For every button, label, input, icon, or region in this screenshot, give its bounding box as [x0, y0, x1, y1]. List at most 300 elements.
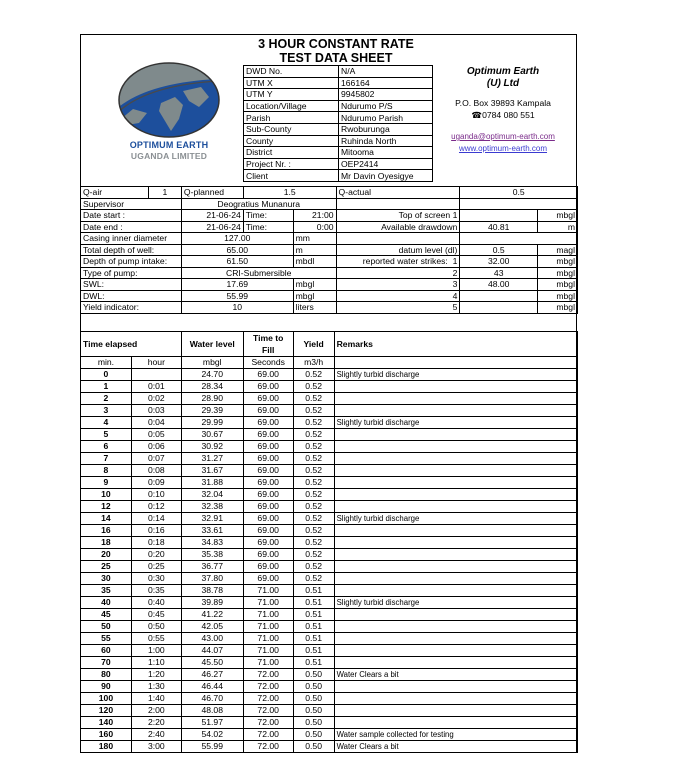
- cell-remarks: [334, 381, 577, 393]
- cell-min: 30: [81, 573, 132, 585]
- casing-row: [81, 233, 578, 245]
- parameters-table: [80, 186, 578, 314]
- cell-yield: 0.52: [293, 369, 334, 381]
- site-info-value: OEP2414: [339, 158, 433, 170]
- cell-time-to-fill: 72.00: [243, 729, 293, 741]
- cell-remarks: Water Clears a bit: [334, 669, 577, 681]
- strike-5-label: 5: [336, 302, 460, 314]
- cell-min: 5: [81, 429, 132, 441]
- cell-min: 0: [81, 369, 132, 381]
- cell-hour: 0:45: [131, 609, 181, 621]
- site-info-value: 166164: [339, 77, 433, 89]
- site-info-value: Ruhinda North: [339, 135, 433, 147]
- logo-name: OPTIMUM EARTH: [129, 140, 209, 150]
- cell-min: 14: [81, 513, 132, 525]
- cell-yield: 0.50: [293, 705, 334, 717]
- site-info-value: Ndurumo P/S: [339, 100, 433, 112]
- cell-min: 55: [81, 633, 132, 645]
- cell-time-to-fill: 71.00: [243, 621, 293, 633]
- pump-intake-value: 61.50: [181, 256, 293, 268]
- cell-time-to-fill: 69.00: [243, 441, 293, 453]
- cell-yield: 0.52: [293, 561, 334, 573]
- cell-remarks: [334, 573, 577, 585]
- cell-min: 8: [81, 465, 132, 477]
- strike-3-label: 3: [336, 279, 460, 291]
- site-info-row: [244, 135, 433, 147]
- table-row: [81, 549, 578, 561]
- supervisor-label: Supervisor: [81, 198, 182, 210]
- cell-hour: 0:01: [131, 381, 181, 393]
- cell-water-level: 45.50: [181, 657, 243, 669]
- table-row: [81, 597, 578, 609]
- data-sheet: [80, 34, 577, 753]
- cell-water-level: 42.05: [181, 621, 243, 633]
- site-info-label: DWD No.: [244, 66, 339, 78]
- table-row: [81, 741, 578, 753]
- cell-min: 160: [81, 729, 132, 741]
- cell-hour: 0:03: [131, 405, 181, 417]
- table-row: [81, 453, 578, 465]
- pump-type-row: [81, 267, 578, 279]
- globe-logo-icon: [109, 61, 229, 139]
- cell-remarks: Slightly turbid discharge: [334, 513, 577, 525]
- cell-time-to-fill: 72.00: [243, 681, 293, 693]
- cell-water-level: 32.91: [181, 513, 243, 525]
- dwl-unit: mbgl: [293, 290, 336, 302]
- cell-water-level: 35.38: [181, 549, 243, 561]
- strike-5-value: [460, 302, 538, 314]
- datum-label: datum level (dl): [336, 244, 460, 256]
- pump-intake-label: Depth of pump intake:: [81, 256, 182, 268]
- cell-min: 7: [81, 453, 132, 465]
- cell-remarks: [334, 705, 577, 717]
- site-info-row: [244, 77, 433, 89]
- cell-min: 10: [81, 489, 132, 501]
- site-info-row: [244, 66, 433, 78]
- strike-5-unit: mbgl: [538, 302, 578, 314]
- date-end-row: [81, 221, 578, 233]
- cell-remarks: [334, 465, 577, 477]
- cell-remarks: [334, 489, 577, 501]
- strike-3-value: 48.00: [460, 279, 538, 291]
- cell-yield: 0.51: [293, 585, 334, 597]
- phone-icon: ☎: [471, 109, 483, 120]
- table-row: [81, 669, 578, 681]
- site-info-label: Location/Village: [244, 100, 339, 112]
- strike-4-value: [460, 290, 538, 302]
- cell-time-to-fill: 69.00: [243, 525, 293, 537]
- table-row: [81, 621, 578, 633]
- cell-time-to-fill: 69.00: [243, 405, 293, 417]
- yield-indicator-unit: liters: [293, 302, 336, 314]
- cell-water-level: 46.70: [181, 693, 243, 705]
- cell-time-to-fill: 69.00: [243, 501, 293, 513]
- cell-yield: 0.52: [293, 381, 334, 393]
- strike-2-label: 2: [336, 267, 460, 279]
- units-row: [81, 357, 578, 369]
- table-row: [81, 633, 578, 645]
- cell-min: 50: [81, 621, 132, 633]
- cell-water-level: 36.77: [181, 561, 243, 573]
- cell-remarks: [334, 477, 577, 489]
- table-row: [81, 717, 578, 729]
- cell-time-to-fill: 69.00: [243, 381, 293, 393]
- yield-indicator-label: Yield indicator:: [81, 302, 182, 314]
- q-planned-value: 1.5: [243, 187, 336, 199]
- cell-water-level: 30.67: [181, 429, 243, 441]
- cell-remarks: [334, 681, 577, 693]
- cell-time-to-fill: 69.00: [243, 393, 293, 405]
- cell-min: 1: [81, 381, 132, 393]
- cell-yield: 0.51: [293, 645, 334, 657]
- yield-indicator-value: 10: [181, 302, 293, 314]
- site-info-row: [244, 100, 433, 112]
- cell-water-level: 43.00: [181, 633, 243, 645]
- cell-hour: [131, 369, 181, 381]
- site-info-label: Parish: [244, 112, 339, 124]
- cell-hour: 0:09: [131, 477, 181, 489]
- cell-min: 35: [81, 585, 132, 597]
- cell-yield: 0.52: [293, 477, 334, 489]
- casing-label: Casing inner diameter: [81, 233, 182, 245]
- cell-time-to-fill: 69.00: [243, 549, 293, 561]
- date-start-label: Date start :: [81, 210, 182, 222]
- cell-time-to-fill: 72.00: [243, 705, 293, 717]
- cell-water-level: 29.39: [181, 405, 243, 417]
- cell-min: 140: [81, 717, 132, 729]
- website-link[interactable]: www.optimum-earth.com: [458, 143, 548, 153]
- site-info-row: [244, 147, 433, 159]
- cell-min: 18: [81, 537, 132, 549]
- yield-indicator-row: [81, 302, 578, 314]
- site-info-value: N/A: [339, 66, 433, 78]
- cell-time-to-fill: 71.00: [243, 633, 293, 645]
- cell-yield: 0.52: [293, 429, 334, 441]
- cell-yield: 0.50: [293, 729, 334, 741]
- pump-type-value: CRI-Submersible: [181, 267, 336, 279]
- cell-remarks: [334, 693, 577, 705]
- dwl-row: [81, 290, 578, 302]
- table-row: [81, 465, 578, 477]
- top-screen-value: [460, 210, 538, 222]
- cell-time-to-fill: 72.00: [243, 717, 293, 729]
- site-info-value: 9945802: [339, 89, 433, 101]
- cell-water-level: 31.88: [181, 477, 243, 489]
- cell-water-level: 33.61: [181, 525, 243, 537]
- cell-water-level: 31.67: [181, 465, 243, 477]
- company-address: P.O. Box 39893 Kampala: [455, 98, 551, 108]
- cell-yield: 0.50: [293, 717, 334, 729]
- cell-yield: 0.51: [293, 621, 334, 633]
- top-screen-label: Top of screen 1: [336, 210, 460, 222]
- cell-time-to-fill: 69.00: [243, 513, 293, 525]
- cell-hour: 0:10: [131, 489, 181, 501]
- cell-yield: 0.51: [293, 597, 334, 609]
- pump-intake-unit: mbdl: [293, 256, 336, 268]
- cell-yield: 0.52: [293, 453, 334, 465]
- table-row: [81, 705, 578, 717]
- cell-time-to-fill: 69.00: [243, 489, 293, 501]
- q-air-label: Q-air: [81, 187, 149, 199]
- cell-min: 60: [81, 645, 132, 657]
- cell-remarks: [334, 645, 577, 657]
- cell-water-level: 44.07: [181, 645, 243, 657]
- cell-yield: 0.52: [293, 405, 334, 417]
- cell-yield: 0.52: [293, 537, 334, 549]
- cell-yield: 0.52: [293, 417, 334, 429]
- table-row: [81, 429, 578, 441]
- cell-time-to-fill: 71.00: [243, 585, 293, 597]
- table-row: [81, 561, 578, 573]
- strike-2-value: 43: [460, 267, 538, 279]
- cell-hour: 0:50: [131, 621, 181, 633]
- cell-yield: 0.50: [293, 669, 334, 681]
- email-link[interactable]: uganda@optimum-earth.com: [451, 132, 555, 141]
- cell-hour: 0:06: [131, 441, 181, 453]
- table-row: [81, 381, 578, 393]
- cell-hour: 3:00: [131, 741, 181, 753]
- company-info: [429, 66, 577, 154]
- strike-1-value: 32.00: [460, 256, 538, 268]
- time-end-label: Time:: [243, 221, 293, 233]
- strike-1-label: reported water strikes: 1: [336, 256, 460, 268]
- table-row: [81, 573, 578, 585]
- table-row: [81, 441, 578, 453]
- date-start-value: 21-06-24: [181, 210, 243, 222]
- cell-water-level: 37.80: [181, 573, 243, 585]
- cell-min: 12: [81, 501, 132, 513]
- cell-remarks: [334, 609, 577, 621]
- cell-hour: 0:05: [131, 429, 181, 441]
- unit-time-to-fill: Seconds: [243, 357, 293, 369]
- cell-min: 20: [81, 549, 132, 561]
- table-row: [81, 657, 578, 669]
- cell-hour: 0:40: [131, 597, 181, 609]
- swl-label: SWL:: [81, 279, 182, 291]
- cell-remarks: [334, 441, 577, 453]
- cell-remarks: [334, 549, 577, 561]
- header-remarks: Remarks: [334, 332, 577, 357]
- pumping-test-table: [80, 331, 578, 753]
- cell-yield: 0.52: [293, 393, 334, 405]
- site-info-row: [244, 89, 433, 101]
- table-row: [81, 489, 578, 501]
- cell-yield: 0.52: [293, 441, 334, 453]
- strike-4-label: 4: [336, 290, 460, 302]
- time-start-value: 21:00: [293, 210, 336, 222]
- site-info-row: [244, 123, 433, 135]
- cell-time-to-fill: 69.00: [243, 417, 293, 429]
- table-row: [81, 513, 578, 525]
- table-row: [81, 693, 578, 705]
- table-row: [81, 417, 578, 429]
- site-info-label: UTM Y: [244, 89, 339, 101]
- cell-yield: 0.52: [293, 501, 334, 513]
- cell-min: 6: [81, 441, 132, 453]
- cell-remarks: Slightly turbid discharge: [334, 597, 577, 609]
- cell-time-to-fill: 69.00: [243, 573, 293, 585]
- pump-intake-row: [81, 256, 578, 268]
- cell-remarks: [334, 621, 577, 633]
- strike-1-unit: mbgl: [538, 256, 578, 268]
- swl-row: [81, 279, 578, 291]
- cell-min: 9: [81, 477, 132, 489]
- cell-remarks: Water sample collected for testing: [334, 729, 577, 741]
- unit-hour: hour: [131, 357, 181, 369]
- table-row: [81, 537, 578, 549]
- cell-water-level: 38.78: [181, 585, 243, 597]
- cell-time-to-fill: 69.00: [243, 537, 293, 549]
- cell-water-level: 41.22: [181, 609, 243, 621]
- cell-yield: 0.51: [293, 633, 334, 645]
- table-row: [81, 729, 578, 741]
- sheet-title: [241, 37, 431, 65]
- depth-value: 65.00: [181, 244, 293, 256]
- unit-water-level: mbgl: [181, 357, 243, 369]
- cell-water-level: 46.27: [181, 669, 243, 681]
- cell-time-to-fill: 72.00: [243, 741, 293, 753]
- table-row: [81, 477, 578, 489]
- cell-min: 180: [81, 741, 132, 753]
- cell-hour: 0:20: [131, 549, 181, 561]
- cell-hour: 0:25: [131, 561, 181, 573]
- cell-hour: 0:12: [131, 501, 181, 513]
- casing-value: 127.00: [181, 233, 293, 245]
- site-info-label: Project Nr. :: [244, 158, 339, 170]
- cell-yield: 0.52: [293, 573, 334, 585]
- cell-min: 45: [81, 609, 132, 621]
- cell-hour: 1:00: [131, 645, 181, 657]
- date-end-value: 21-06-24: [181, 221, 243, 233]
- cell-remarks: [334, 561, 577, 573]
- cell-hour: 0:02: [131, 393, 181, 405]
- dwl-value: 55.99: [181, 290, 293, 302]
- unit-min: min.: [81, 357, 132, 369]
- cell-yield: 0.50: [293, 741, 334, 753]
- depth-unit: m: [293, 244, 336, 256]
- datum-unit: magl: [538, 244, 578, 256]
- casing-unit: mm: [293, 233, 336, 245]
- cell-water-level: 55.99: [181, 741, 243, 753]
- site-info-label: UTM X: [244, 77, 339, 89]
- cell-min: 100: [81, 693, 132, 705]
- cell-yield: 0.52: [293, 489, 334, 501]
- cell-water-level: 51.97: [181, 717, 243, 729]
- cell-water-level: 34.83: [181, 537, 243, 549]
- header-time-elapsed: Time elapsed: [81, 332, 182, 357]
- cell-remarks: [334, 453, 577, 465]
- site-info-row: [244, 112, 433, 124]
- cell-time-to-fill: 69.00: [243, 369, 293, 381]
- cell-hour: 2:20: [131, 717, 181, 729]
- cell-min: 80: [81, 669, 132, 681]
- cell-water-level: 48.08: [181, 705, 243, 717]
- cell-remarks: Slightly turbid discharge: [334, 417, 577, 429]
- cell-time-to-fill: 72.00: [243, 693, 293, 705]
- cell-water-level: 30.92: [181, 441, 243, 453]
- cell-hour: 1:30: [131, 681, 181, 693]
- table-row: [81, 405, 578, 417]
- dwl-label: DWL:: [81, 290, 182, 302]
- cell-time-to-fill: 69.00: [243, 561, 293, 573]
- cell-time-to-fill: 69.00: [243, 429, 293, 441]
- site-info-label: District: [244, 147, 339, 159]
- cell-remarks: [334, 501, 577, 513]
- header-yield: Yield: [293, 332, 334, 357]
- cell-remarks: Water Clears a bit: [334, 741, 577, 753]
- cell-water-level: 28.34: [181, 381, 243, 393]
- cell-remarks: [334, 633, 577, 645]
- swl-unit: mbgl: [293, 279, 336, 291]
- cell-yield: 0.51: [293, 609, 334, 621]
- logo-subname: UGANDA LIMITED: [130, 151, 208, 161]
- cell-yield: 0.51: [293, 657, 334, 669]
- table-row: [81, 501, 578, 513]
- cell-water-level: 32.04: [181, 489, 243, 501]
- cell-time-to-fill: 72.00: [243, 669, 293, 681]
- date-end-label: Date end :: [81, 221, 182, 233]
- table-row: [81, 393, 578, 405]
- company-logo: [109, 61, 229, 161]
- cell-water-level: 54.02: [181, 729, 243, 741]
- cell-min: 25: [81, 561, 132, 573]
- site-info-value: Mitooma: [339, 147, 433, 159]
- cell-water-level: 31.27: [181, 453, 243, 465]
- table-row: [81, 681, 578, 693]
- depth-row: [81, 244, 578, 256]
- cell-min: 4: [81, 417, 132, 429]
- table-row: [81, 645, 578, 657]
- time-end-value: 0:00: [293, 221, 336, 233]
- cell-time-to-fill: 69.00: [243, 465, 293, 477]
- cell-remarks: [334, 393, 577, 405]
- cell-hour: 0:08: [131, 465, 181, 477]
- site-info-value: Mr Davin Oyesigye: [339, 170, 433, 182]
- cell-hour: 2:40: [131, 729, 181, 741]
- cell-remarks: Slightly turbid discharge: [334, 369, 577, 381]
- q-actual-value: 0.5: [460, 187, 578, 199]
- cell-min: 120: [81, 705, 132, 717]
- cell-hour: 0:14: [131, 513, 181, 525]
- title-line-1: 3 HOUR CONSTANT RATE: [258, 37, 414, 51]
- cell-min: 3: [81, 405, 132, 417]
- cell-water-level: 32.38: [181, 501, 243, 513]
- cell-yield: 0.52: [293, 465, 334, 477]
- date-start-row: [81, 210, 578, 222]
- cell-hour: 0:30: [131, 573, 181, 585]
- cell-hour: 1:20: [131, 669, 181, 681]
- site-info-label: Sub-County: [244, 123, 339, 135]
- cell-water-level: 29.99: [181, 417, 243, 429]
- available-drawdown-unit: m: [538, 221, 578, 233]
- cell-yield: 0.50: [293, 693, 334, 705]
- table-row: [81, 585, 578, 597]
- site-info-row: [244, 170, 433, 182]
- cell-yield: 0.50: [293, 681, 334, 693]
- strike-3-unit: mbgl: [538, 279, 578, 291]
- cell-hour: 2:00: [131, 705, 181, 717]
- header-time-to-fill: Time to Fill: [243, 332, 293, 357]
- cell-water-level: 46.44: [181, 681, 243, 693]
- cell-hour: 0:04: [131, 417, 181, 429]
- site-info-row: [244, 158, 433, 170]
- cell-hour: 0:18: [131, 537, 181, 549]
- supervisor-row: [81, 198, 578, 210]
- pump-type-label: Type of pump:: [81, 267, 182, 279]
- cell-min: 70: [81, 657, 132, 669]
- cell-time-to-fill: 71.00: [243, 657, 293, 669]
- header-water-level: Water level: [181, 332, 243, 357]
